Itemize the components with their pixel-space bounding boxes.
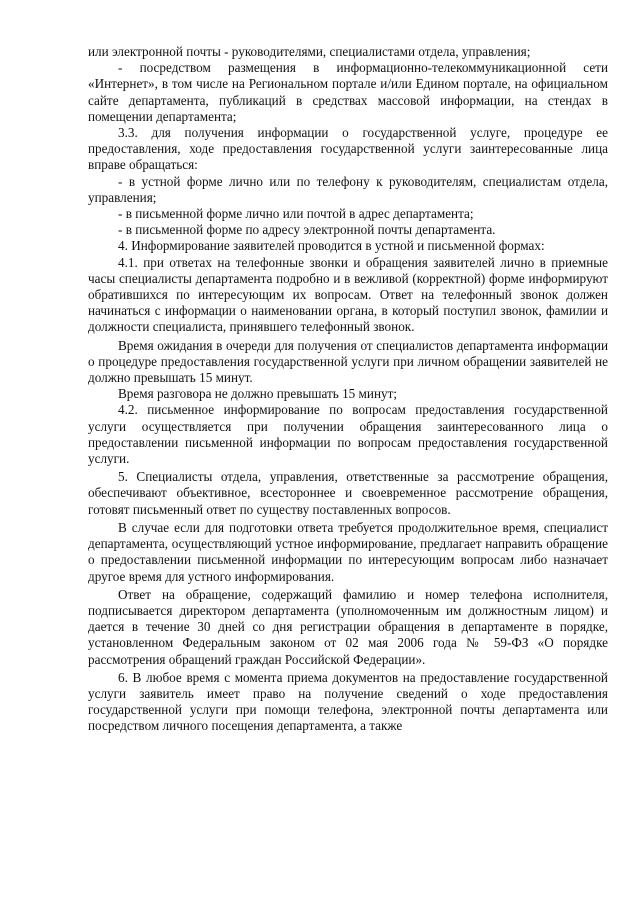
paragraph-6: 6. В любое время с момента приема документов на предоставление государственной услуги заявитель имеет право на получение сведений о ходе предоставления государственной услуги при помощи телефона, электронной почты департамента или посредством личного посещения департамента, а также: [88, 669, 608, 734]
paragraph-4: 4. Информирование заявителей проводится в устной и письменной формах:: [118, 238, 545, 254]
paragraph-long-answer: В случае если для подготовки ответа требуется продолжительное время, специалист департамента, осуществляющий устное информирование, предлагает направить обращение о предоставлении письменной информации по интересующим вопросам либо назначает другое время для устного информирования.: [88, 519, 608, 584]
paragraph-written-mail: - в письменной форме лично или почтой в адрес департамента;: [118, 206, 474, 222]
paragraph-written-email: - в письменной форме по адресу электронной почты департамента.: [118, 222, 496, 238]
paragraph-3-3: 3.3. для получения информации о государственной услуге, процедуре ее предоставления, ходе предоставления государственной услуги заинтересованные лица вправе обращаться:: [88, 125, 608, 173]
paragraph-4-1: 4.1. при ответах на телефонные звонки и обращения заявителей лично в приемные часы специалисты департамента подробно и в вежливой (корректной) форме информируют обратившихся по интересующим их вопросам. Ответ на телефонный звонок должен начинаться с информации о наименовании органа, в который поступил звонок, фамилии и должности специалиста, принявшего телефонный звонок.: [88, 254, 608, 335]
document-page: [88, 44, 608, 735]
paragraph-conversation-time: Время разговора не должно превышать 15 минут;: [118, 386, 398, 402]
paragraph-waiting-time: Время ожидания в очереди для получения от специалистов департамента информации о процедуре предоставления государственной услуги при личном обращении заявителей не должно превышать 15 минут.: [88, 337, 608, 386]
paragraph-5: 5. Специалисты отдела, управления, ответственные за рассмотрение обращения, обеспечивают объективное, всестороннее и своевременное рассмотрение обращения, готовят письменный ответ по существу поставленных вопросов.: [88, 469, 608, 517]
paragraph-answer-signing: Ответ на обращение, содержащий фамилию и номер телефона исполнителя, подписывается директором департамента (уполномоченным им должностным лицом) и дается в течение 30 дней со дня регистрации обращения в департаменте в порядке, установленном Федеральным законом от 02 мая 2006 года № 59-ФЗ «О порядке рассмотрения обращений граждан Российской Федерации».: [88, 586, 608, 667]
paragraph-internet-placement: - посредством размещения в информационно-телекоммуникационной сети «Интернет», в том числе на Региональном портале и/или Едином портале, на официальном сайте департамента, публикаций в средствах массовой информации, на стендах в помещении департамента;: [88, 60, 608, 124]
paragraph-contact-channels: или электронной почты - руководителями, специалистами отдела, управления;: [88, 44, 531, 59]
paragraph-oral-form: - в устной форме лично или по телефону к руководителям, специалистам отдела, управления;: [88, 173, 608, 205]
paragraph-4-2: 4.2. письменное информирование по вопросам предоставления государственной услуги осуществляется при получении обращения заинтересованного лица о предоставлении письменной информации по вопросам предоставления государственной услуги.: [88, 402, 608, 467]
